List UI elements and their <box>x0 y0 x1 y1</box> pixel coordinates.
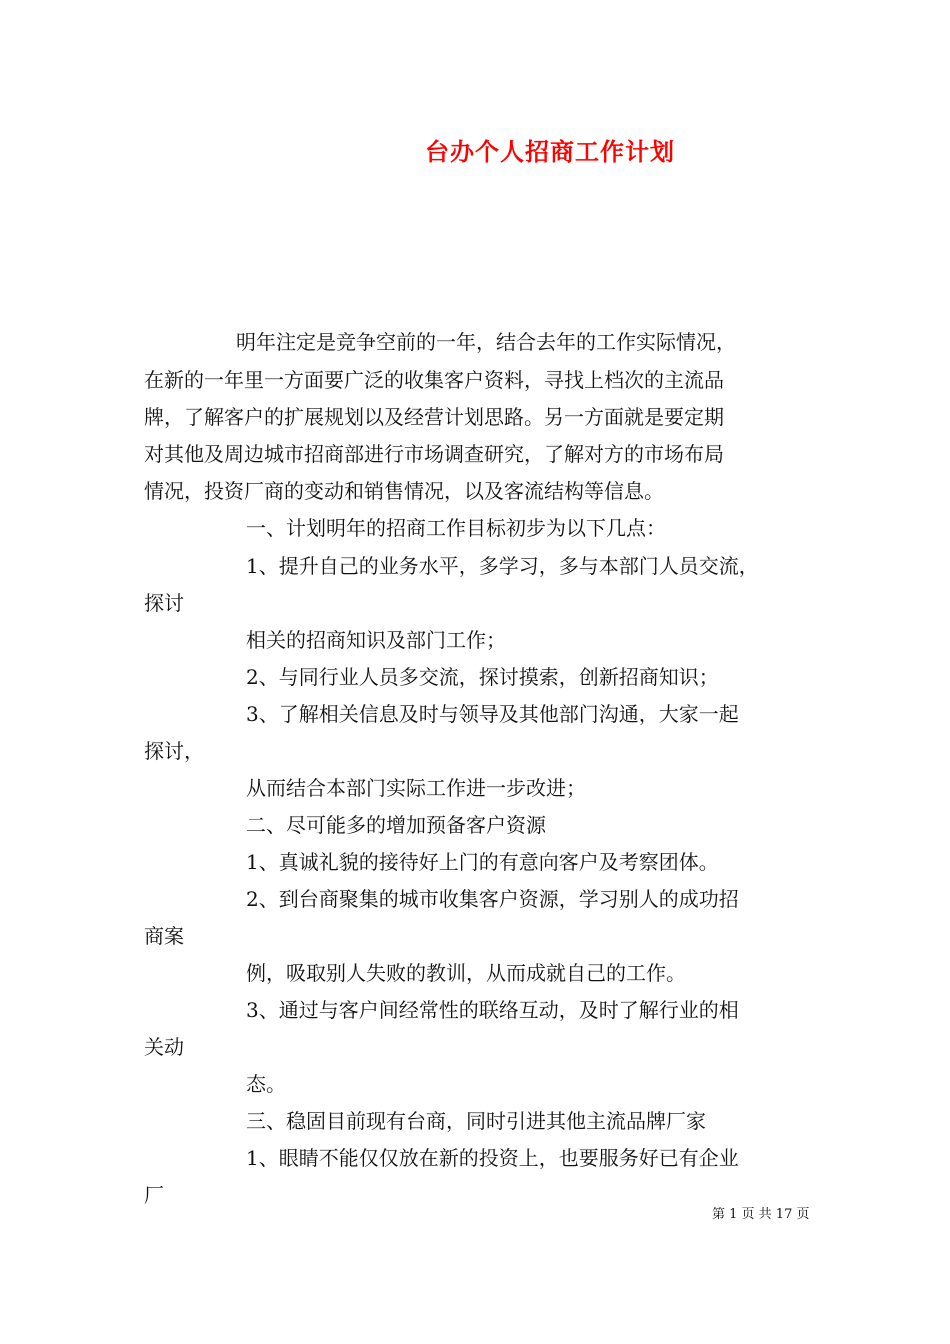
list-item-line: 2、到台商聚集的城市收集客户资源，学习别人的成功招 <box>246 887 739 911</box>
paragraph-line: 情况，投资厂商的变动和销售情况，以及客流结构等信息。 <box>144 479 664 503</box>
paragraph-line: 对其他及周边城市招商部进行市场调查研究，了解对方的市场布局 <box>144 442 724 466</box>
document-title: 台办个人招商工作计划 <box>425 137 675 166</box>
page-number: 第 1 页 共 17 页 <box>712 1207 810 1222</box>
list-item-line: 厂 <box>144 1183 164 1207</box>
list-item-line: 从而结合本部门实际工作进一步改进； <box>246 776 586 800</box>
list-item-line: 态。 <box>246 1072 286 1096</box>
list-item-line: 1、眼睛不能仅仅放在新的投资上，也要服务好已有企业 <box>246 1146 739 1170</box>
paragraph-line: 明年注定是竞争空前的一年，结合去年的工作实际情况， <box>236 330 736 354</box>
list-item-line: 探讨 <box>144 591 184 615</box>
list-item-line: 3、了解相关信息及时与领导及其他部门沟通，大家一起 <box>246 702 739 726</box>
paragraph-line: 在新的一年里一方面要广泛的收集客户资料，寻找上档次的主流品 <box>144 368 724 392</box>
section-heading: 三、稳固目前现有台商，同时引进其他主流品牌厂家 <box>246 1109 706 1133</box>
list-item-line: 1、提升自己的业务水平，多学习，多与本部门人员交流， <box>246 554 759 578</box>
list-item-line: 相关的招商知识及部门工作； <box>246 628 506 652</box>
list-item-line: 例，吸取别人失败的教训，从而成就自己的工作。 <box>246 961 686 985</box>
section-heading: 一、计划明年的招商工作目标初步为以下几点： <box>246 516 666 540</box>
list-item-line: 1、真诚礼貌的接待好上门的有意向客户及考察团体。 <box>246 850 719 874</box>
list-item-line: 2、与同行业人员多交流，探讨摸索，创新招商知识； <box>246 665 719 689</box>
list-item-line: 商案 <box>144 924 184 948</box>
list-item-line: 关动 <box>144 1035 184 1059</box>
section-heading: 二、尽可能多的增加预备客户资源 <box>246 813 546 837</box>
paragraph-line: 牌，了解客户的扩展规划以及经营计划思路。另一方面就是要定期 <box>144 405 724 429</box>
list-item-line: 3、通过与客户间经常性的联络互动，及时了解行业的相 <box>246 998 739 1022</box>
list-item-line: 探讨， <box>144 739 204 763</box>
